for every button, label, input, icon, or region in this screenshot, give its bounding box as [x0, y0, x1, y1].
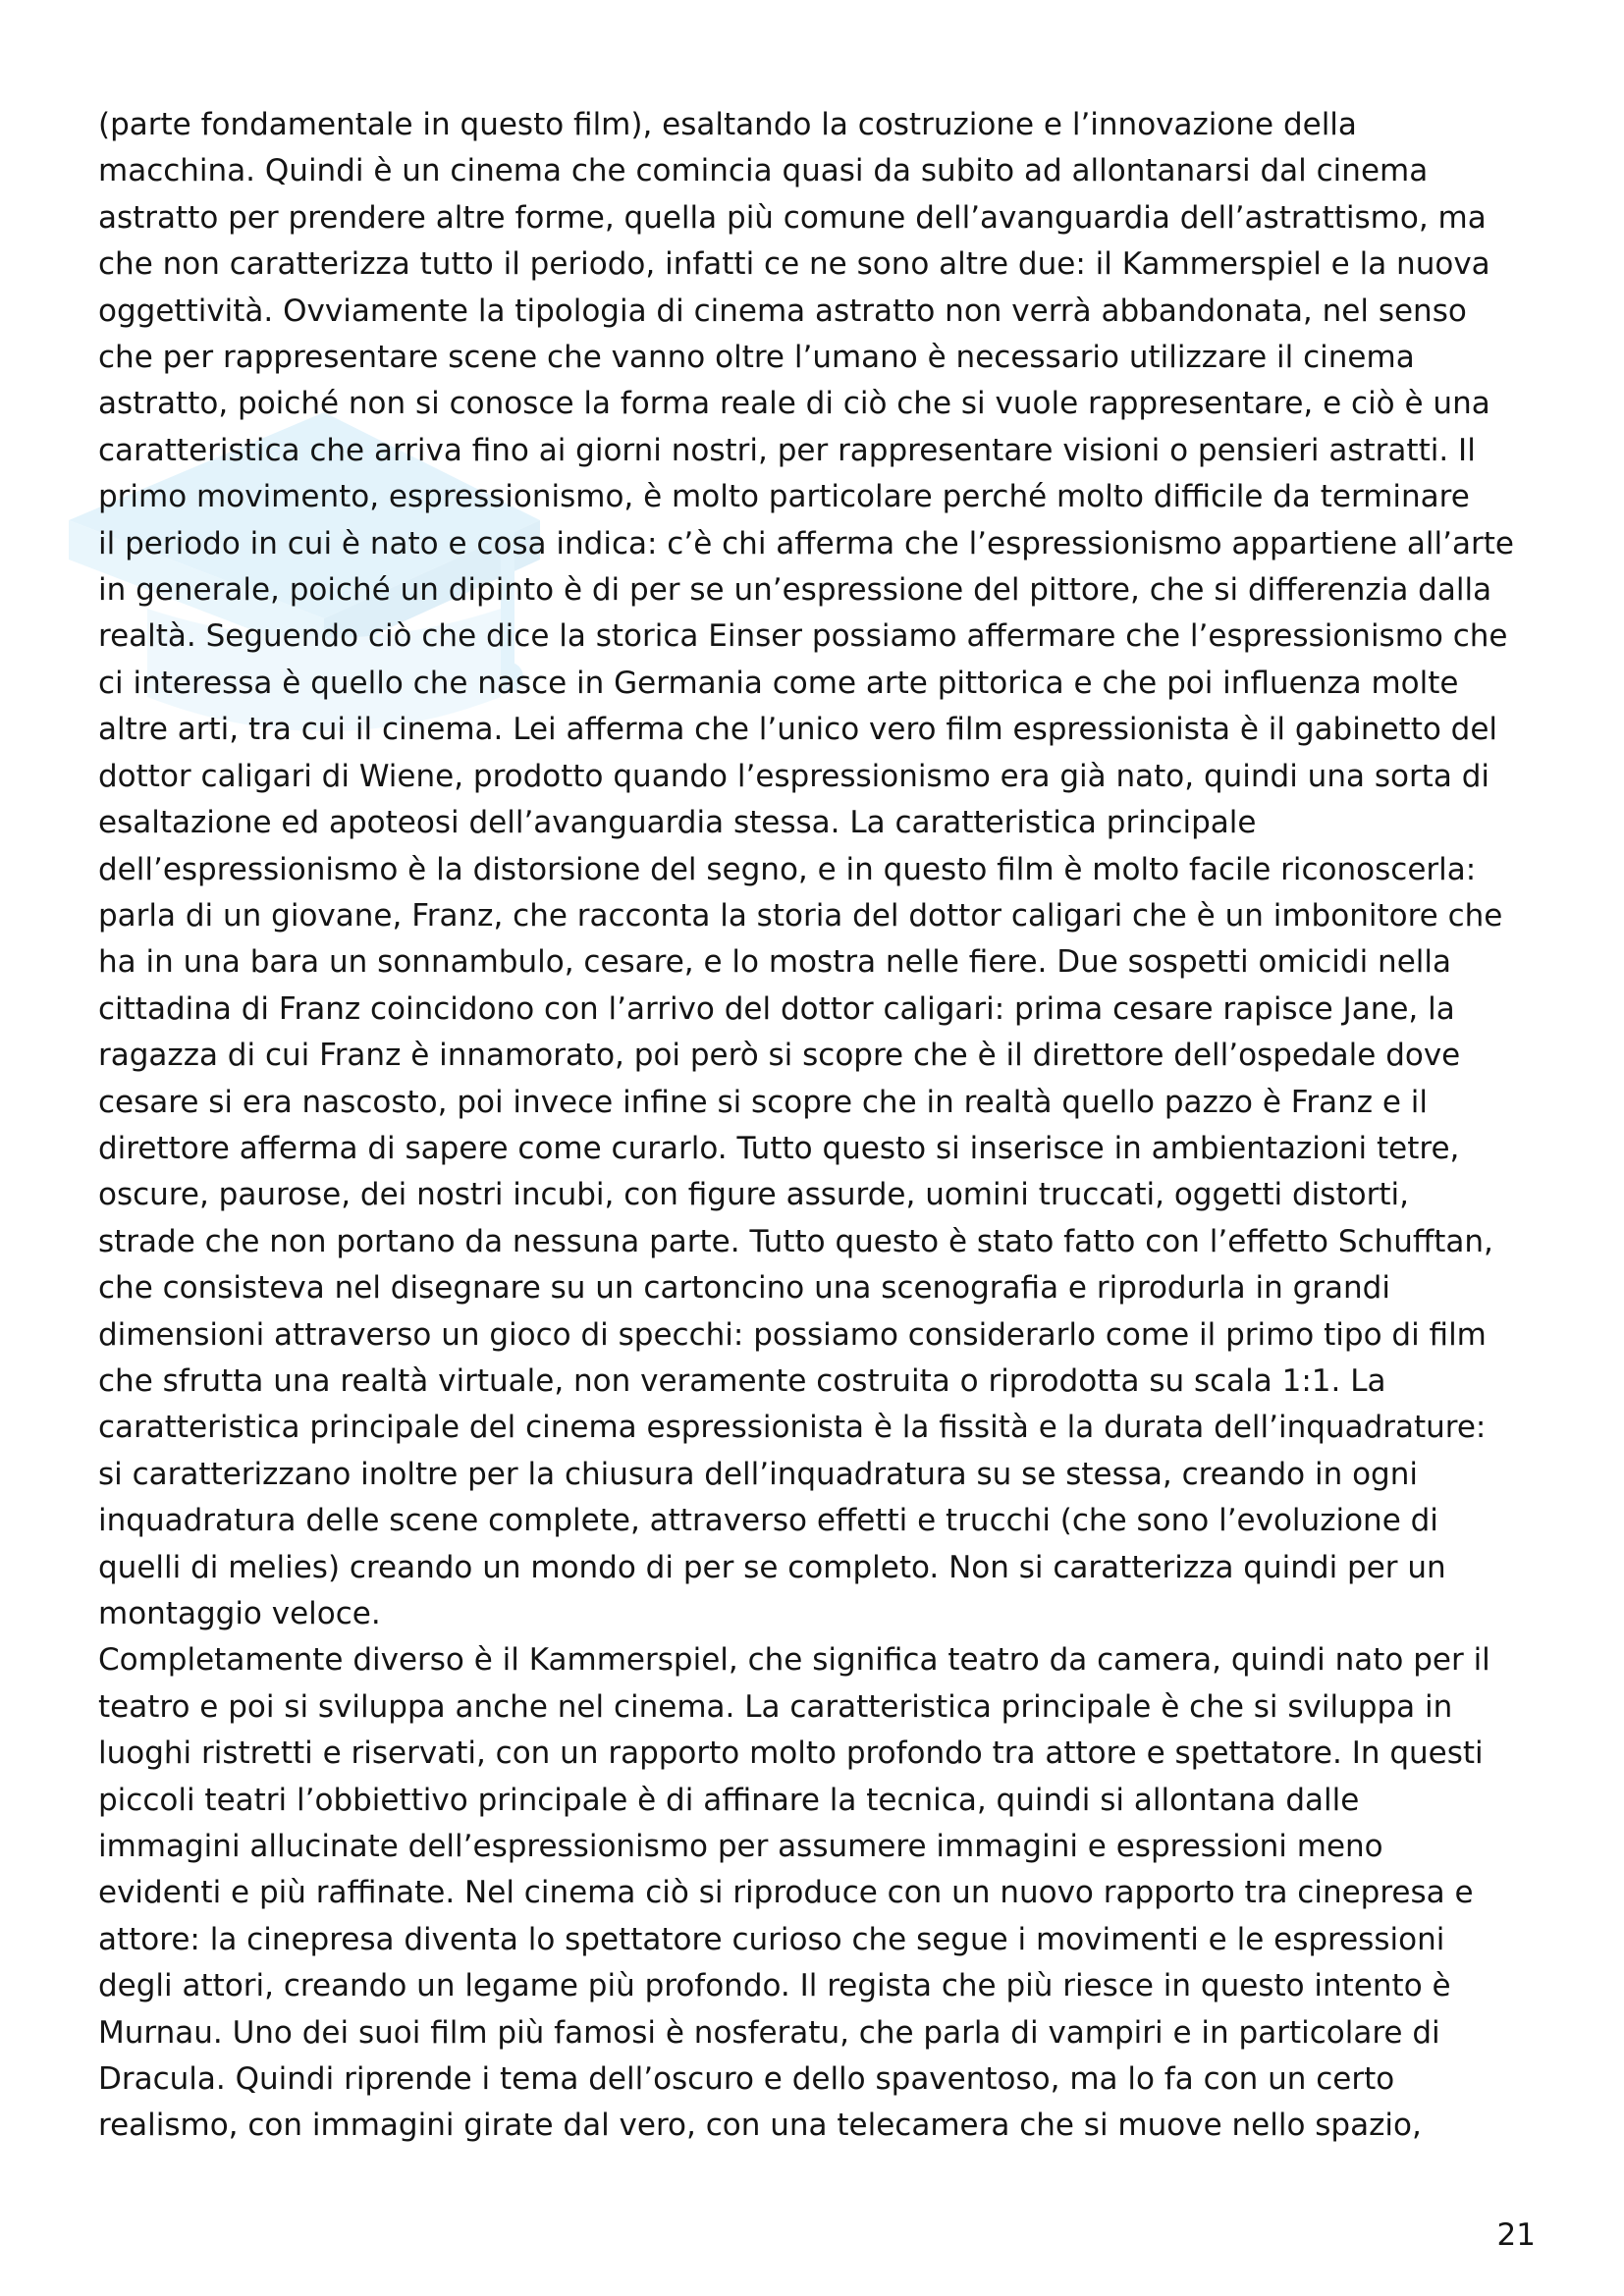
text-line: che consisteva nel disegnare su un cartoncino una scenografia e riprodurla in grandi: [98, 1270, 1390, 1307]
text-line: altre arti, tra cui il cinema. Lei afferma che l’unico vero film espressionista è il gabinetto del: [98, 712, 1498, 748]
text-line: primo movimento, espressionismo, è molto particolare perché molto difficile da terminare: [98, 479, 1470, 515]
text-line: luoghi ristretti e riservati, con un rapporto molto profondo tra attore e spettatore. In questi: [98, 1735, 1484, 1772]
text-line: che per rappresentare scene che vanno oltre l’umano è necessario utilizzare il cinema: [98, 340, 1415, 376]
text-line: macchina. Quindi è un cinema che comincia quasi da subito ad allontanarsi dal cinema: [98, 153, 1429, 189]
text-line: (parte fondamentale in questo film), esaltando la costruzione e l’innovazione della: [98, 107, 1357, 142]
text-line: in generale, poiché un dipinto è di per se un’espressione del pittore, che si differenzia dalla: [98, 572, 1492, 609]
document-body: [98, 102, 1542, 2150]
text-line: caratteristica principale del cinema espressionista è la fissità e la durata dell’inquadrature:: [98, 1410, 1487, 1446]
text-line: quelli di melies) creando un mondo di per se completo. Non si caratterizza quindi per un: [98, 1549, 1446, 1585]
text-line: cittadina di Franz coincidono con l’arrivo del dottor caligari: prima cesare rapisce Jane, la: [98, 990, 1455, 1027]
text-line: realismo, con immagini girate dal vero, con una telecamera che si muove nello spazio,: [98, 2108, 1422, 2144]
text-line: realtà. Seguendo ciò che dice la storica Einser possiamo affermare che l’espressionismo che: [98, 618, 1508, 655]
text-line: ha in una bara un sonnambulo, cesare, e lo mostra nelle fiere. Due sospetti omicidi nella: [98, 944, 1452, 981]
text-line: il periodo in cui è nato e cosa indica: c’è chi afferma che l’espressionismo appartiene all’arte: [98, 525, 1514, 561]
text-line: immagini allucinate dell’espressionismo per assumere immagini e espressioni meno: [98, 1829, 1383, 1865]
text-line: oscure, paurose, dei nostri incubi, con figure assurde, uomini truccati, oggetti distorti,: [98, 1177, 1409, 1213]
text-line: piccoli teatri l’obbiettivo principale è di affinare la tecnica, quindi si allontana dalle: [98, 1782, 1360, 1818]
text-line: oggettività. Ovviamente la tipologia di cinema astratto non verrà abbandonata, nel senso: [98, 293, 1467, 329]
text-line: parla di un giovane, Franz, che racconta la storia del dottor caligari che è un imbonitore che: [98, 897, 1503, 934]
text-line: dottor caligari di Wiene, prodotto quando l’espressionismo era già nato, quindi una sorta di: [98, 758, 1489, 794]
text-line: degli attori, creando un legame più profondo. Il regista che più riesce in questo intento è: [98, 1968, 1451, 2004]
text-line: caratteristica che arriva fino ai giorni nostri, per rappresentare visioni o pensieri astratti. Il: [98, 432, 1476, 468]
text-line: si caratterizzano inoltre per la chiusura dell’inquadratura su se stessa, creando in ogni: [98, 1456, 1418, 1492]
text-line: cesare si era nascosto, poi invece infine si scopre che in realtà quello pazzo è Franz e il: [98, 1084, 1429, 1120]
text-line: ci interessa è quello che nasce in Germania come arte pittorica e che poi influenza molte: [98, 665, 1459, 701]
text-line: inquadratura delle scene complete, attraverso effetti e trucchi (che sono l’evoluzione di: [98, 1503, 1438, 1539]
text-line: strade che non portano da nessuna parte. Tutto questo è stato fatto con l’effetto Schufftan,: [98, 1223, 1493, 1259]
text-line: evidenti e più raffinate. Nel cinema ciò si riproduce con un nuovo rapporto tra cinepresa e: [98, 1875, 1474, 1911]
text-line: Completamente diverso è il Kammerspiel, che significa teatro da camera, quindi nato per il: [98, 1642, 1490, 1679]
text-line: Murnau. Uno dei suoi film più famosi è nosferatu, che parla di vampiri e in particolare di: [98, 2014, 1440, 2051]
text-line: dell’espressionismo è la distorsione del segno, e in questo film è molto facile riconoscerla:: [98, 851, 1477, 887]
text-line: che non caratterizza tutto il periodo, infatti ce ne sono altre due: il Kammerspiel e la nuova: [98, 246, 1490, 283]
text-line: dimensioni attraverso un gioco di specchi: possiamo considerarlo come il primo tipo di film: [98, 1316, 1487, 1353]
text-line: ragazza di cui Franz è innamorato, poi però si scopre che è il direttore dell’ospedale dove: [98, 1038, 1461, 1074]
text-line: direttore afferma di sapere come curarlo. Tutto questo si inserisce in ambientazioni tetre,: [98, 1130, 1460, 1166]
text-line: esaltazione ed apoteosi dell’avanguardia stessa. La caratteristica principale: [98, 805, 1257, 841]
text-line: astratto per prendere altre forme, quella più comune dell’avanguardia dell’astrattismo, ma: [98, 199, 1487, 236]
text-line: Dracula. Quindi riprende i tema dell’oscuro e dello spaventoso, ma lo fa con un certo: [98, 2061, 1395, 2098]
text-line: attore: la cinepresa diventa lo spettatore curioso che segue i movimenti e le espressioni: [98, 1921, 1445, 1957]
page-number: 21: [1496, 2217, 1536, 2253]
text-line: montaggio veloce.: [98, 1596, 381, 1631]
text-line: astratto, poiché non si conosce la forma reale di ciò che si vuole rappresentare, e ciò è una: [98, 386, 1490, 422]
text-line: che sfrutta una realtà virtuale, non veramente costruita o riprodotta su scala 1:1. La: [98, 1362, 1386, 1399]
text-line: teatro e poi si sviluppa anche nel cinema. La caratteristica principale è che si sviluppa in: [98, 1688, 1453, 1725]
